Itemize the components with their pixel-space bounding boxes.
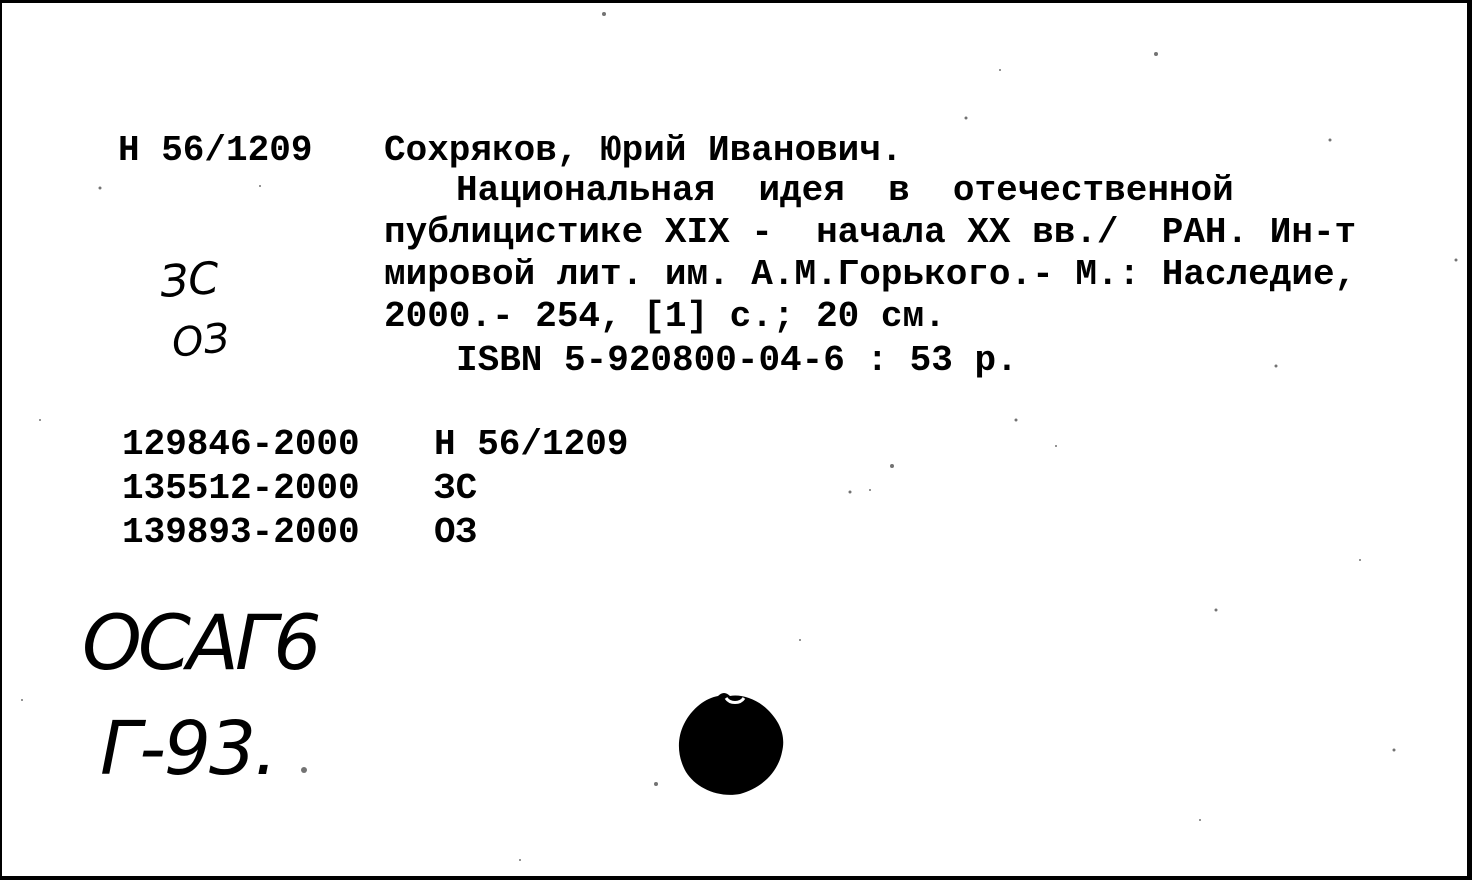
isbn-line: ISBN 5-920800-04-6 : 53 р. xyxy=(456,340,1018,381)
handwritten-index: Г-93. xyxy=(100,706,276,792)
title-line-3: мировой лит. им. А.М.Горького.- М.: Наследие, xyxy=(384,254,1357,295)
holding-number: 129846-2000 xyxy=(122,424,360,465)
title-line-4: 2000.- 254, [1] с.; 20 см. xyxy=(384,296,946,337)
holding-location: ЗС xyxy=(434,468,478,509)
card-border-right xyxy=(1467,0,1472,880)
punch-hole xyxy=(670,688,790,800)
title-line-1: Национальная идея в отечественной xyxy=(456,170,1234,211)
title-line-2: публицистике XIX - начала XX вв./ РАН. Ин-т xyxy=(384,212,1357,253)
handwritten-code: ОСАГ6 xyxy=(82,598,318,687)
card-border-top xyxy=(0,0,1472,3)
holding-number: 139893-2000 xyxy=(122,512,360,553)
holding-number: 135512-2000 xyxy=(122,468,360,509)
handwritten-mark-top: ЗС xyxy=(158,253,221,308)
handwritten-mark-bottom: ОЗ xyxy=(169,315,232,367)
author-heading: Сохряков, Юрий Иванович. xyxy=(384,130,903,171)
call-number: Н 56/1209 xyxy=(118,130,313,171)
card-border-left xyxy=(0,0,2,880)
card-border-bottom xyxy=(0,876,1472,880)
holding-location: Н 56/1209 xyxy=(434,424,629,465)
holding-location: ОЗ xyxy=(434,512,478,553)
